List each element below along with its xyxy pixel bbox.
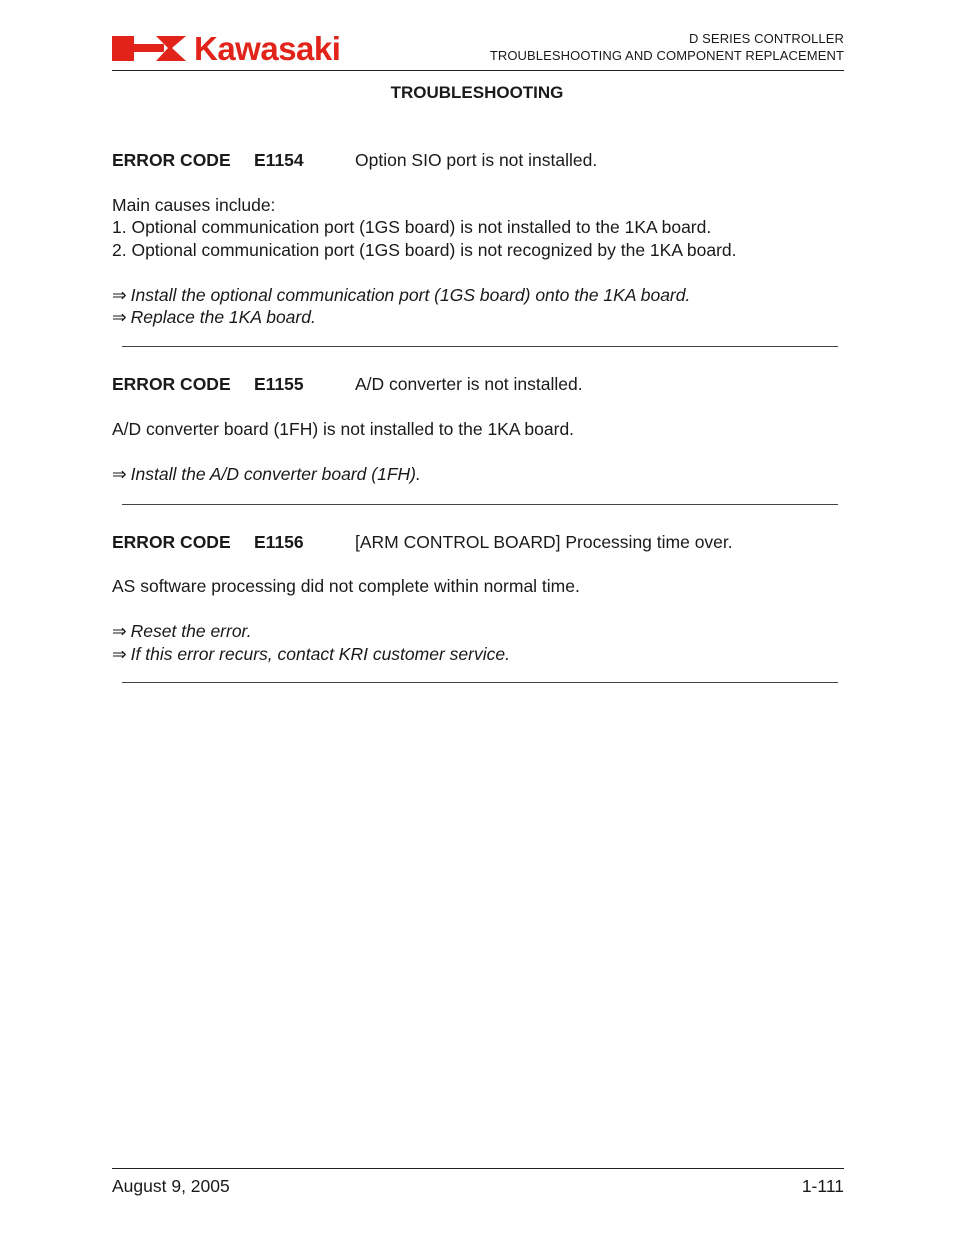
header-line-2: TROUBLESHOOTING AND COMPONENT REPLACEMENT [489,48,844,63]
footer-rule [112,1168,844,1169]
footer-date: August 9, 2005 [112,1176,230,1196]
header-rule [112,70,844,71]
error-message: A/D converter is not installed. [355,374,583,394]
separator-line [122,682,838,683]
action-text: Install the A/D converter board (1FH). [130,464,421,484]
arrow-icon: ⇒ [112,644,127,664]
separator-line [122,346,838,347]
action-text: Reset the error. [130,621,252,641]
cause-line: 1. Optional communication port (1GS board) is not installed to the 1KA board. [112,217,712,237]
action-text: If this error recurs, contact KRI customer service. [130,644,510,664]
error-code-number: E1155 [254,374,304,394]
error-entry-e1154 [112,149,231,171]
page-number: 1-111 [801,1176,844,1196]
error-message: [ARM CONTROL BOARD] Processing time over. [355,532,733,552]
arrow-icon: ⇒ [112,285,127,305]
separator-line [122,504,838,505]
kawasaki-logo [112,32,390,64]
brand-name: Kawasaki [194,32,341,64]
error-code-number: E1156 [254,532,304,552]
error-message: Option SIO port is not installed. [355,150,598,170]
arrow-icon: ⇒ [112,621,127,641]
error-code-label: ERROR CODE [112,532,231,552]
arrow-icon: ⇒ [112,307,127,327]
action-text: Install the optional communication port (1GS board) onto the 1KA board. [130,285,691,305]
error-code-label: ERROR CODE [112,374,231,394]
action-line [112,463,421,485]
action-text: Replace the 1KA board. [130,307,316,327]
error-code-number: E1154 [254,150,304,170]
action-line [112,620,252,642]
header-line-1: D SERIES CONTROLLER [688,31,844,46]
section-title: TROUBLESHOOTING [390,83,564,102]
error-code-label: ERROR CODE [112,150,231,170]
arrow-icon: ⇒ [112,464,127,484]
cause-line: 2. Optional communication port (1GS board) is not recognized by the 1KA board. [112,240,737,260]
cause-line: AS software processing did not complete within normal time. [112,576,580,596]
action-line [112,284,690,306]
cause-line: A/D converter board (1FH) is not installed to the 1KA board. [112,419,575,439]
action-line [112,643,510,665]
cause-line: Main causes include: [112,195,276,215]
action-line [112,306,316,328]
